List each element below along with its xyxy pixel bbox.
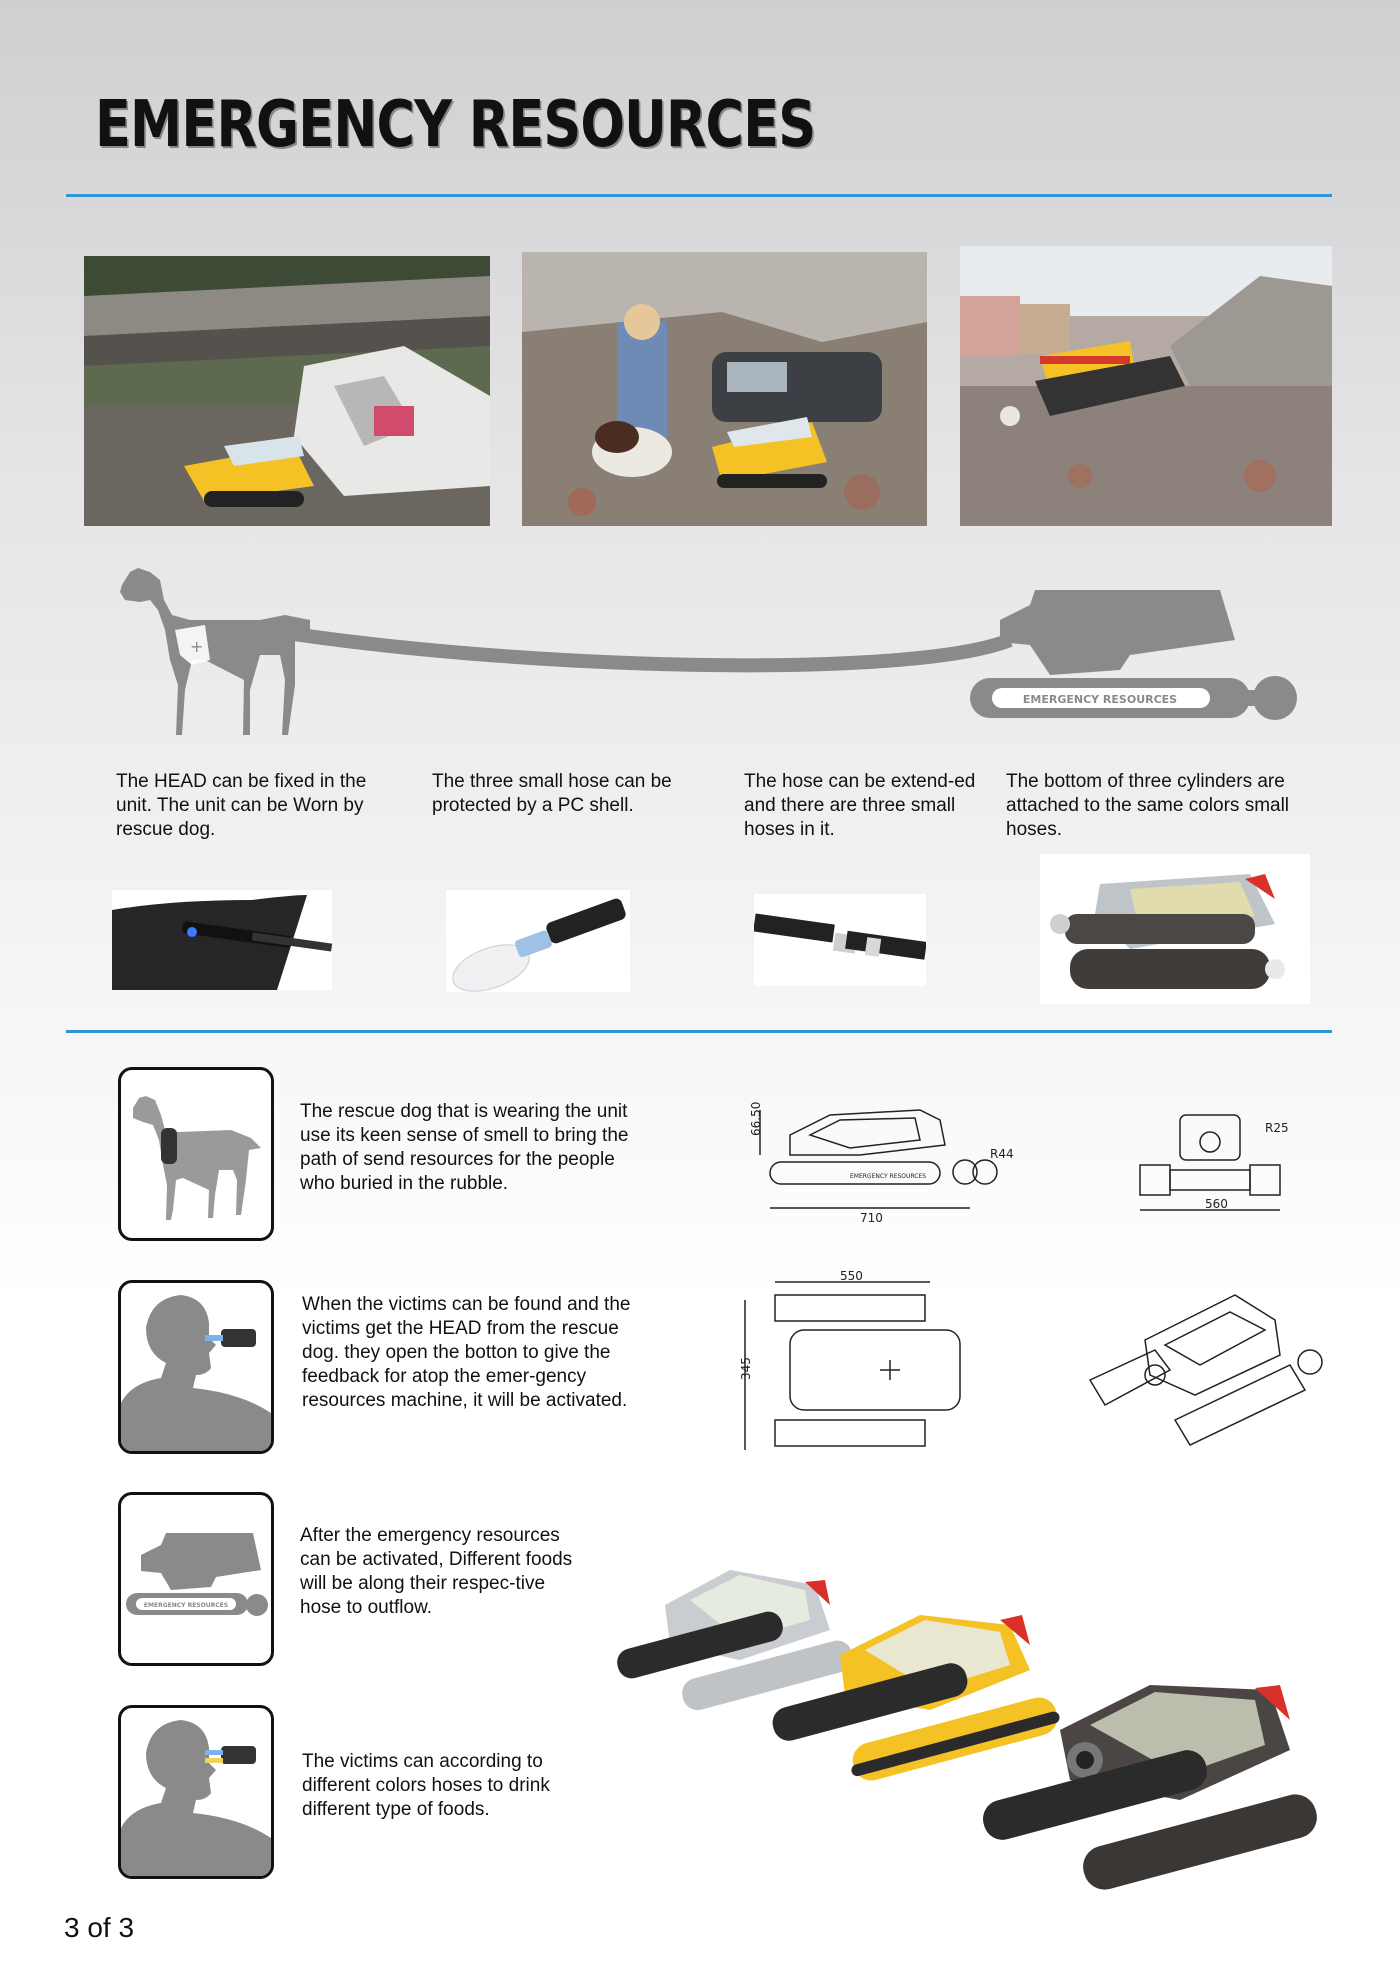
section-divider [66, 1030, 1332, 1033]
feature-caption-cylinders: The bottom of three cylinders are attached to the same colors small hoses. [1006, 771, 1290, 840]
front-view-drawing [1135, 1110, 1305, 1220]
radius-label: R44 [990, 1147, 1014, 1161]
width-dimension: 560 [1205, 1197, 1228, 1211]
rescue-dog-icon [121, 1070, 271, 1238]
step-3-icon-box [118, 1492, 274, 1666]
top-width-dimension: 550 [840, 1270, 863, 1283]
machine-icon [121, 1495, 271, 1663]
machine-render-dark [1040, 854, 1310, 1004]
svg-text:+: + [190, 637, 204, 656]
height-dimension: 66.50 [749, 1101, 763, 1136]
pc-shell-render [446, 890, 630, 992]
title-divider [66, 194, 1332, 197]
front-radius-label: R25 [1265, 1121, 1289, 1135]
step-3-machine-label: EMERGENCY RESOURCES [143, 1602, 229, 1609]
side-view-drawing [740, 1100, 1030, 1230]
step-4-icon-box [118, 1705, 274, 1879]
victim-drinking-icon [121, 1283, 271, 1451]
leash [255, 628, 1010, 665]
victim-drinking-icon-2 [121, 1708, 271, 1876]
length-dimension: 710 [860, 1211, 883, 1225]
step-1-icon-box [118, 1067, 274, 1241]
top-view-drawing [720, 1270, 990, 1470]
dog-silhouette [120, 568, 310, 735]
three-machines-render [590, 1510, 1368, 1945]
machine-silhouette [1000, 590, 1235, 675]
feature-caption-shell: The three small hose can be protected by a PC shell. [432, 771, 672, 816]
head-unit-render [112, 890, 332, 990]
side-drawing-label: EMERGENCY RESOURCES [850, 1173, 927, 1180]
concept-illustration [110, 560, 1320, 740]
step-4-text: The victims can according to different colors hoses to drink different type of foods. [302, 1751, 550, 1820]
collapsed-bridge-photo [84, 256, 490, 526]
collapsed-house-photo [960, 246, 1332, 526]
isometric-drawing [1085, 1280, 1335, 1460]
step-2-text: When the victims can be found and the victims get the HEAD from the rescue dog. they open the botton to give the feedback for atop the emer-gency resources machine, it will be activated. [302, 1294, 631, 1411]
rubble-girl-dog-photo [522, 252, 927, 526]
step-3-text: After the emergency resources can be activated, Different foods will be along their respec-tive hose to outflow. [300, 1525, 573, 1618]
machine-label: EMERGENCY RESOURCES [1022, 693, 1178, 706]
step-2-icon-box [118, 1280, 274, 1454]
feature-caption-head: The HEAD can be fixed in the unit. The unit can be Worn by rescue dog. [116, 771, 367, 840]
depth-dimension: 345 [739, 1357, 753, 1380]
step-1-text: The rescue dog that is wearing the unit use its keen sense of smell to bring the path of send resources for the people who buried in the rubble. [300, 1101, 629, 1194]
feature-caption-hose: The hose can be extend-ed and there are three small hoses in it. [744, 771, 976, 840]
page-number: 3 of 3 [64, 1912, 135, 1943]
extendable-hose-render [754, 894, 926, 986]
page-title: EMERGENCY RESOURCES [95, 88, 816, 162]
